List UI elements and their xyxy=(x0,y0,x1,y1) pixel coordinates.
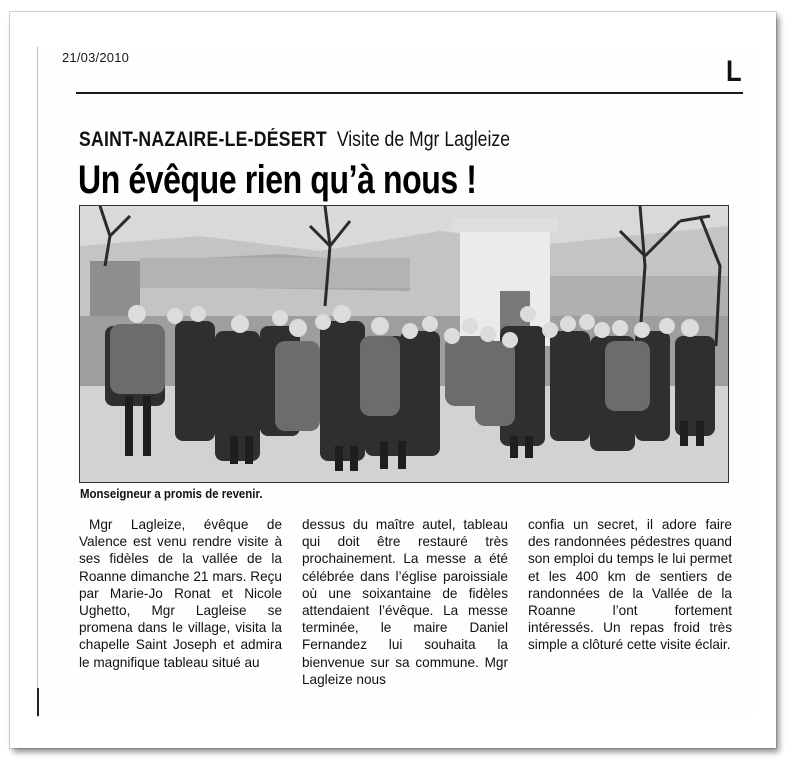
article-headline: Un évêque rien qu’à nous ! xyxy=(78,158,477,202)
article-column-3 xyxy=(528,516,732,654)
section-letter: L xyxy=(726,55,742,88)
group-photo-illustration xyxy=(80,206,728,482)
article-text-2: dessus du maître autel, tableau qui doit être restauré très prochainement. La messe a été célébrée dans l’église paroissiale où une soixantaine de fidèles attendaient l’évêque. La messe terminée, le maire Daniel Fernandez lui souhaita la bienvenue sur sa commune. Mgr Lagleize nous xyxy=(302,517,508,687)
scan-edge xyxy=(37,688,39,716)
photo-caption: Monseigneur a promis de revenir. xyxy=(80,486,263,501)
article-column-2 xyxy=(302,516,508,688)
article-location: SAINT-NAZAIRE-LE-DÉSERT xyxy=(79,128,327,151)
article-text-1: Mgr Lagleize, évêque de Valence est venu rendre visite à ses fidèles de la vallée de la Roanne dimanche 21 mars. Reçu par Marie-Jo Ronat et Nicole Ughetto, Mgr Lagleise se promena dans le village, visita la chapelle Saint Joseph et admira le magnifique tableau situé au xyxy=(79,517,282,670)
article-text-3: confia un secret, il adore faire des randonnées pédestres quand son emploi du temps le lui permet et les 400 km de sentiers de randonnées de la Vallée de la Roanne l’ont fortement intéressés. Un repas froid très simple a clôturé cette visite éclair. xyxy=(528,517,732,653)
article-subtitle: Visite de Mgr Lagleize xyxy=(336,128,511,151)
header-rule xyxy=(76,92,743,94)
article-column-1 xyxy=(79,516,282,671)
clipping-date: 21/03/2010 xyxy=(62,50,130,65)
group-photo xyxy=(79,205,729,483)
article-kicker xyxy=(79,128,510,152)
